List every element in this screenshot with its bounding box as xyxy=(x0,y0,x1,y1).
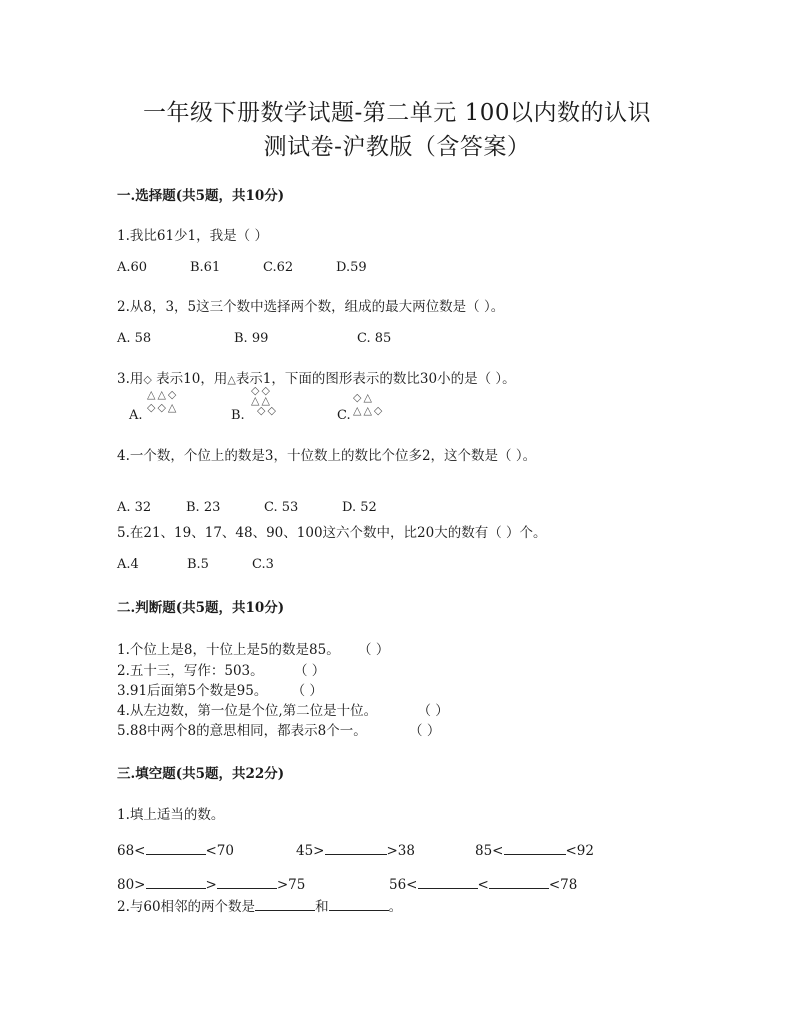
fill-r2-b-mid: < xyxy=(477,877,489,893)
blank-field[interactable] xyxy=(418,874,478,889)
fill-r1-c-right: <92 xyxy=(565,843,594,859)
fill-r1-a-right: <70 xyxy=(205,843,234,859)
q5-option-b: B.5 xyxy=(187,557,209,572)
q1-option-b: B.61 xyxy=(190,260,221,275)
judge-3-text: 3.91后面第5个数是95。 xyxy=(117,683,268,699)
fill-r2-a-mid: > xyxy=(205,877,217,893)
question-4-text: 4.一个数，个位上的数是3，十位数上的数比个位多2，这个数是（ ）。 xyxy=(117,448,537,464)
q1-option-c: C.62 xyxy=(263,260,294,275)
q4-option-d: D. 52 xyxy=(342,500,377,515)
blank-field[interactable] xyxy=(146,874,206,889)
fill-r1-b-left: 45> xyxy=(296,843,325,859)
q4-option-b: B. 23 xyxy=(186,500,221,515)
section-heading-choice: 一.选择题(共5题，共10分) xyxy=(117,188,285,204)
judge-5-text: 5.88中两个8的意思相同，都表示8个一。 xyxy=(117,723,367,739)
q3-b-shape-row2: △△ xyxy=(251,394,272,407)
diamond-icon: ◇ xyxy=(143,373,152,386)
page-title-line2: 测试卷-沪教版（含答案） xyxy=(263,134,531,160)
q3-text-after: 表示1，下面的图形表示的数比30小的是（ ）。 xyxy=(235,371,516,387)
judge-5-paren: （ ） xyxy=(409,723,441,739)
fill-r2-b-left: 56< xyxy=(389,877,418,893)
q3-option-a-label: A. xyxy=(129,408,143,423)
fill-r1-a-left: 68< xyxy=(117,843,146,859)
q1-option-d: D.59 xyxy=(336,260,367,275)
judge-item-2 xyxy=(117,659,325,679)
fill-row1-group1 xyxy=(117,840,234,859)
judge-2-paren: （ ） xyxy=(293,663,326,679)
judge-2-text: 2.五十三，写作：503。 xyxy=(117,663,264,679)
judge-item-4 xyxy=(117,699,449,719)
judge-4-text: 4.从左边数，第一位是个位,第二位是十位。 xyxy=(117,703,378,719)
blank-field[interactable] xyxy=(146,840,206,855)
blank-field[interactable] xyxy=(325,840,387,855)
fill-q2-text-before: 2.与60相邻的两个数是 xyxy=(117,899,256,915)
triangle-icon: △ xyxy=(227,373,236,386)
blank-field[interactable] xyxy=(329,896,389,911)
fill-r2-a-right: >75 xyxy=(276,877,306,893)
q5-option-a: A.4 xyxy=(117,557,139,572)
question-5-text: 5.在21、19、17、48、90、100这六个数中，比20大的数有（ ）个。 xyxy=(117,525,547,541)
q3-text-before: 3.用 xyxy=(117,371,144,387)
judge-3-paren: （ ） xyxy=(291,683,323,699)
fill-r2-b-right: <78 xyxy=(548,877,578,893)
q2-option-c: C. 85 xyxy=(357,331,392,346)
fill-row1-group2 xyxy=(296,840,415,859)
page-title-line1: 一年级下册数学试题-第二单元 100以内数的认识 xyxy=(143,100,651,126)
judge-1-paren: （ ） xyxy=(358,642,390,658)
blank-field[interactable] xyxy=(504,840,566,855)
q3-b-shape-row3: ◇◇ xyxy=(257,404,278,417)
fill-q2-text-after: 。 xyxy=(388,899,403,915)
judge-item-1 xyxy=(117,638,389,658)
judge-item-5 xyxy=(117,719,440,739)
fill-r1-c-left: 85< xyxy=(475,843,504,859)
q3-a-shape-row1: △△◇ xyxy=(147,388,179,401)
q3-a-shape-row2: ◇◇△ xyxy=(147,401,179,414)
judge-4-paren: （ ） xyxy=(417,703,449,719)
q3-c-shape-row2: △△◇ xyxy=(353,404,385,417)
fill-question-1-text: 1.填上适当的数。 xyxy=(117,807,225,823)
section-heading-judgement: 二.判断题(共5题，共10分) xyxy=(117,600,285,616)
q3-b-shape-row1: ◇◇ xyxy=(251,384,272,397)
question-3-text xyxy=(117,367,516,387)
q4-option-c: C. 53 xyxy=(264,500,299,515)
fill-question-2 xyxy=(117,895,402,915)
q2-option-b: B. 99 xyxy=(234,331,269,346)
q4-option-a: A. 32 xyxy=(117,500,152,515)
q3-option-b-label: B. xyxy=(231,408,245,423)
q5-option-c: C.3 xyxy=(252,557,274,572)
question-1-text: 1.我比61少1，我是（ ） xyxy=(117,228,268,244)
blank-field[interactable] xyxy=(255,896,315,911)
section-heading-fill: 三.填空题(共5题，共22分) xyxy=(117,766,285,782)
fill-r1-b-right: >38 xyxy=(386,843,415,859)
q3-text-mid: 表示10，用 xyxy=(151,371,228,387)
q3-c-shape-row1: ◇△ xyxy=(353,391,374,404)
blank-field[interactable] xyxy=(217,874,277,889)
q3-option-c-label: C. xyxy=(337,408,351,423)
fill-row2-group2 xyxy=(389,874,577,893)
fill-row1-group3 xyxy=(475,840,594,859)
q3-option-a-shapes xyxy=(147,388,178,414)
q2-option-a: A. 58 xyxy=(117,331,152,346)
judge-1-text: 1.个位上是8，十位上是5的数是85。 xyxy=(117,642,340,658)
fill-row2-group1 xyxy=(117,874,305,893)
fill-q2-text-mid: 和 xyxy=(315,899,329,915)
blank-field[interactable] xyxy=(489,874,549,889)
fill-r2-a-left: 80> xyxy=(117,877,146,893)
q3-option-c-shapes xyxy=(353,391,384,417)
judge-item-3 xyxy=(117,679,323,699)
question-2-text: 2.从8，3，5这三个数中选择两个数，组成的最大两位数是（ ）。 xyxy=(117,299,505,315)
q3-option-b-shapes xyxy=(251,386,278,416)
q1-option-a: A.60 xyxy=(117,260,148,275)
